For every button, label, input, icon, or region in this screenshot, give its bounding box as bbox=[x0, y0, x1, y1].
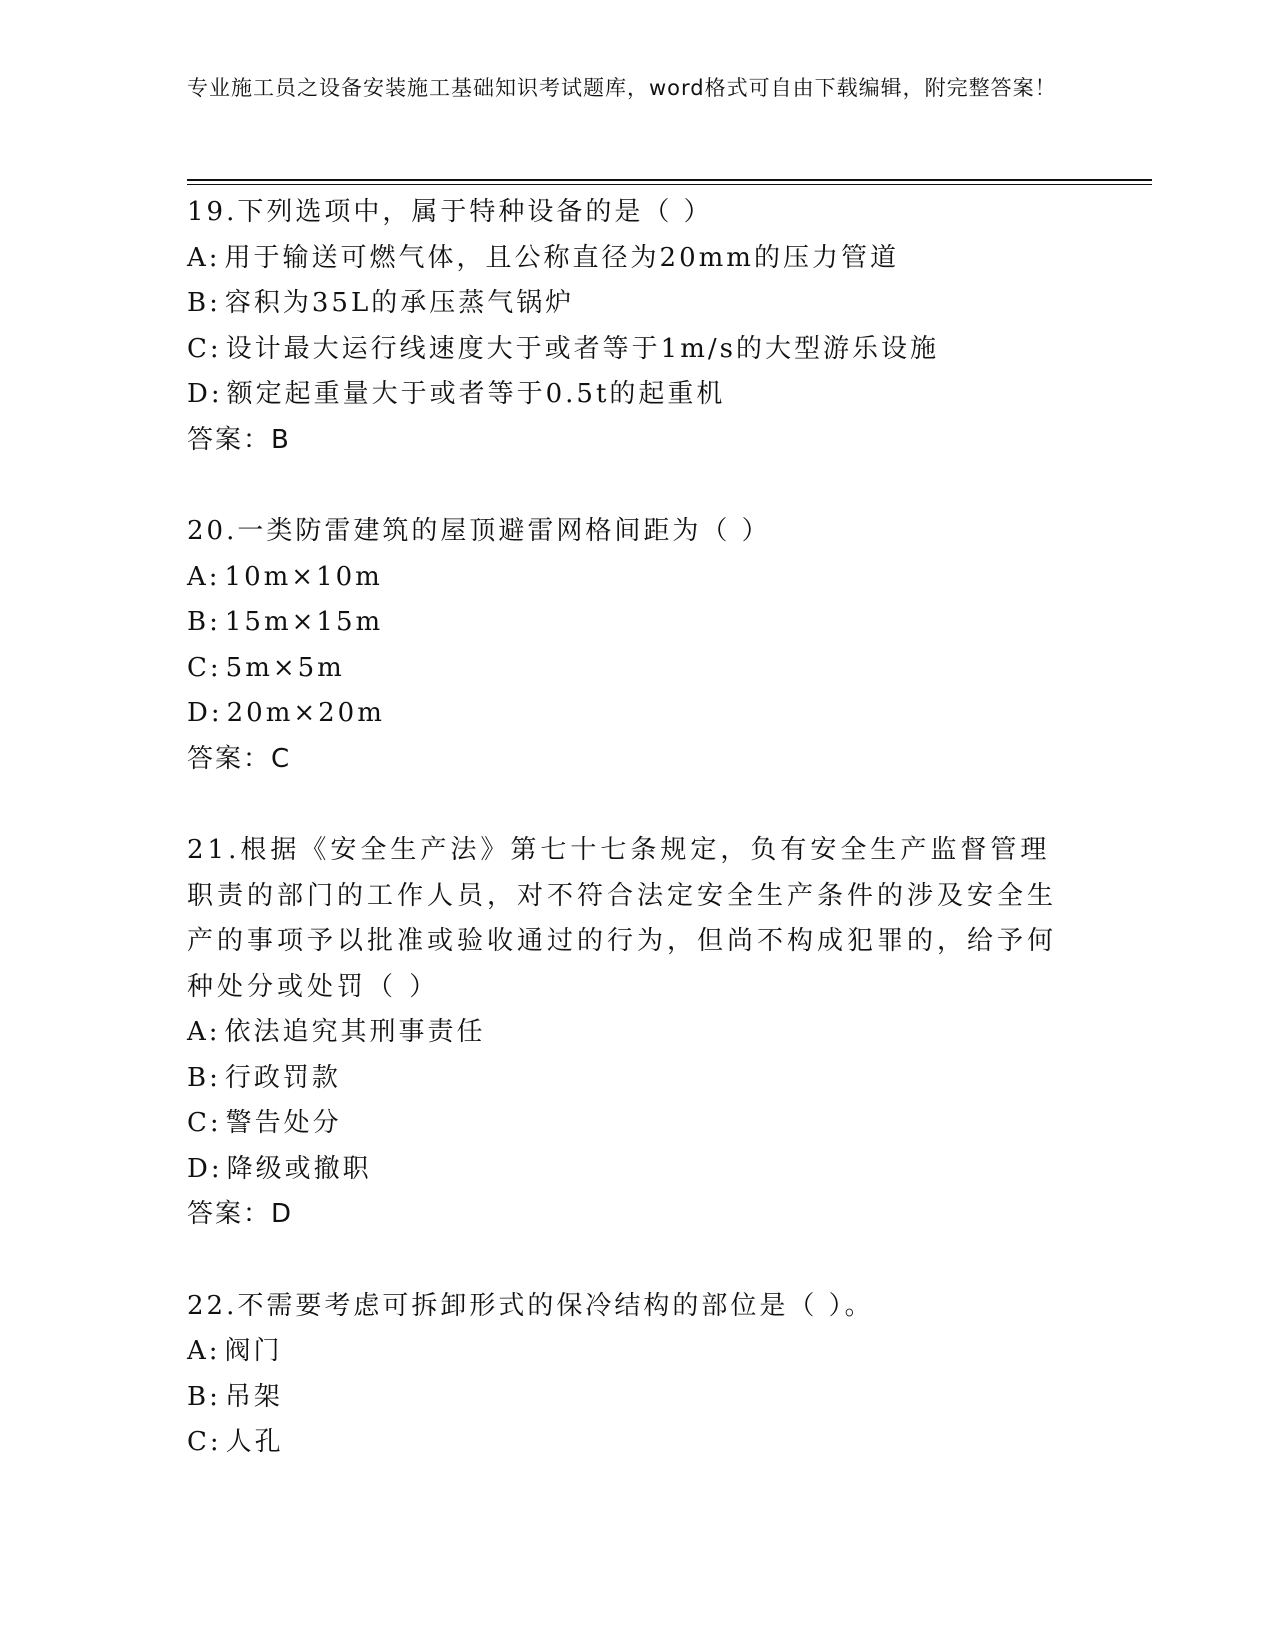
option-key: B: bbox=[187, 288, 221, 318]
option-text: 行政罚款 bbox=[224, 1062, 341, 1093]
option-d bbox=[187, 691, 1087, 737]
option-key: C: bbox=[187, 1108, 222, 1138]
option-text: 警告处分 bbox=[225, 1108, 342, 1138]
option-d bbox=[187, 1147, 1087, 1193]
option-text: 阀门 bbox=[224, 1336, 283, 1366]
option-c bbox=[187, 646, 1087, 692]
question-stem bbox=[187, 509, 1087, 555]
header-rule-thick bbox=[187, 179, 1152, 181]
option-text: 用于输送可燃气体，且公称直径为20mm的压力管道 bbox=[224, 242, 899, 273]
option-c bbox=[187, 327, 1087, 373]
option-text: 容积为35L的承压蒸气锅炉 bbox=[224, 288, 575, 318]
question-number: 20. bbox=[187, 516, 238, 546]
option-key: A: bbox=[187, 242, 221, 273]
option-text: 20m×20m bbox=[226, 698, 385, 728]
option-key: A: bbox=[187, 1017, 221, 1047]
option-key: D: bbox=[187, 1153, 223, 1184]
option-text: 10m×10m bbox=[224, 561, 383, 592]
question-stem bbox=[187, 1284, 1087, 1330]
option-text: 依法追究其刑事责任 bbox=[224, 1017, 486, 1047]
option-a bbox=[187, 236, 1087, 282]
answer-value: B bbox=[271, 424, 291, 455]
question-21 bbox=[187, 828, 1087, 1238]
option-text: 降级或撤职 bbox=[226, 1153, 372, 1184]
option-key: C: bbox=[187, 652, 222, 683]
option-key: A: bbox=[187, 1336, 221, 1366]
header-rule-thin bbox=[187, 184, 1152, 185]
option-key: B: bbox=[187, 1062, 221, 1093]
question-number: 21. bbox=[187, 835, 241, 865]
option-text: 吊架 bbox=[224, 1381, 283, 1412]
option-key: B: bbox=[187, 607, 221, 637]
answer-line bbox=[187, 737, 1087, 783]
answer-label: 答案： bbox=[187, 1199, 272, 1229]
question-number: 22. bbox=[187, 1290, 238, 1321]
question-list bbox=[187, 190, 1087, 1512]
option-b bbox=[187, 1375, 1087, 1421]
answer-line bbox=[187, 1192, 1087, 1238]
answer-value: C bbox=[271, 743, 292, 774]
option-b bbox=[187, 600, 1087, 646]
answer-label: 答案： bbox=[187, 743, 272, 774]
option-key: D: bbox=[187, 379, 223, 409]
option-key: D: bbox=[187, 698, 223, 728]
answer-line bbox=[187, 418, 1087, 464]
question-text: 根据《安全生产法》第七十七条规定，负有安全生产监督管理职责的部门的工作人员，对不符合法定安全生产条件的涉及安全生产的事项予以批准或验收通过的行为，但尚不构成犯罪的，给予何种处分或处罚（ ） bbox=[187, 835, 1058, 1002]
question-stem bbox=[187, 190, 1087, 236]
answer-value: D bbox=[271, 1199, 294, 1229]
option-a bbox=[187, 555, 1087, 601]
option-c bbox=[187, 1420, 1087, 1466]
option-d bbox=[187, 372, 1087, 418]
option-b bbox=[187, 281, 1087, 327]
question-text: 一类防雷建筑的屋顶避雷网格间距为（ ） bbox=[237, 516, 771, 546]
question-text: 不需要考虑可拆卸形式的保冷结构的部位是（ ）。 bbox=[237, 1290, 874, 1321]
question-19 bbox=[187, 190, 1087, 463]
option-a bbox=[187, 1010, 1087, 1056]
option-text: 5m×5m bbox=[225, 652, 345, 683]
document-header: 专业施工员之设备安装施工基础知识考试题库，word格式可自由下载编辑，附完整答案！ bbox=[187, 76, 1057, 100]
answer-label: 答案： bbox=[187, 424, 272, 455]
question-number: 19. bbox=[187, 197, 238, 227]
question-text: 下列选项中，属于特种设备的是（ ） bbox=[237, 197, 713, 227]
option-key: A: bbox=[187, 561, 221, 592]
option-text: 15m×15m bbox=[224, 607, 384, 637]
question-20 bbox=[187, 509, 1087, 782]
option-text: 设计最大运行线速度大于或者等于1m/s的大型游乐设施 bbox=[225, 333, 939, 364]
option-key: C: bbox=[187, 1427, 222, 1457]
question-22 bbox=[187, 1284, 1087, 1466]
option-a bbox=[187, 1329, 1087, 1375]
option-b bbox=[187, 1056, 1087, 1102]
option-c bbox=[187, 1101, 1087, 1147]
question-stem bbox=[187, 828, 1067, 1010]
option-key: B: bbox=[187, 1381, 221, 1412]
option-text: 人孔 bbox=[225, 1427, 284, 1457]
option-key: C: bbox=[187, 333, 222, 364]
option-text: 额定起重量大于或者等于0.5t的起重机 bbox=[226, 379, 726, 409]
